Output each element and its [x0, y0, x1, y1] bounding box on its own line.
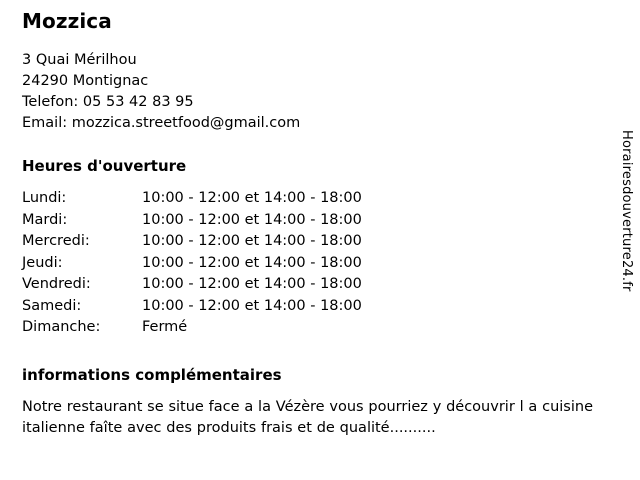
hours-time: 10:00 - 12:00 et 14:00 - 18:00 — [142, 297, 362, 314]
table-row — [22, 188, 602, 210]
additional-info-text: Notre restaurant se situe face a la Vézère vous pourriez y découvrir l a cuisine italienne faîte avec des produits frais et de qualité.......... — [22, 398, 594, 436]
table-row — [22, 210, 602, 232]
table-row — [22, 231, 602, 253]
business-card — [22, 8, 602, 440]
table-row — [22, 253, 602, 275]
opening-hours-heading: Heures d'ouverture — [22, 157, 187, 175]
hours-day: Lundi: — [22, 190, 67, 206]
hours-day: Samedi: — [22, 297, 82, 314]
hours-day: Dimanche: — [22, 319, 101, 335]
watermark-label: Horairesdouverture24.fr — [619, 130, 634, 292]
hours-day: Mercredi: — [22, 233, 90, 249]
table-row — [22, 317, 602, 339]
hours-day: Vendredi: — [22, 276, 91, 292]
page-title: Mozzica — [22, 9, 112, 33]
hours-day: Jeudi: — [22, 254, 63, 271]
hours-day: Mardi: — [22, 211, 68, 228]
hours-time: 10:00 - 12:00 et 14:00 - 18:00 — [142, 254, 362, 271]
hours-time: 10:00 - 12:00 et 14:00 - 18:00 — [142, 276, 362, 292]
opening-hours-table — [22, 188, 602, 339]
email-line: Email: mozzica.streetfood@gmail.com — [22, 115, 301, 131]
hours-time: 10:00 - 12:00 et 14:00 - 18:00 — [142, 233, 362, 249]
address-line-1: 3 Quai Mérilhou — [22, 52, 137, 68]
hours-time: 10:00 - 12:00 et 14:00 - 18:00 — [142, 211, 362, 228]
address-line-2: 24290 Montignac — [22, 73, 149, 89]
table-row — [22, 274, 602, 296]
hours-time: 10:00 - 12:00 et 14:00 - 18:00 — [142, 190, 362, 206]
phone-line: Telefon: 05 53 42 83 95 — [22, 94, 194, 110]
hours-time: Fermé — [142, 319, 188, 335]
additional-info-heading: informations complémentaires — [22, 365, 282, 384]
table-row — [22, 296, 602, 318]
